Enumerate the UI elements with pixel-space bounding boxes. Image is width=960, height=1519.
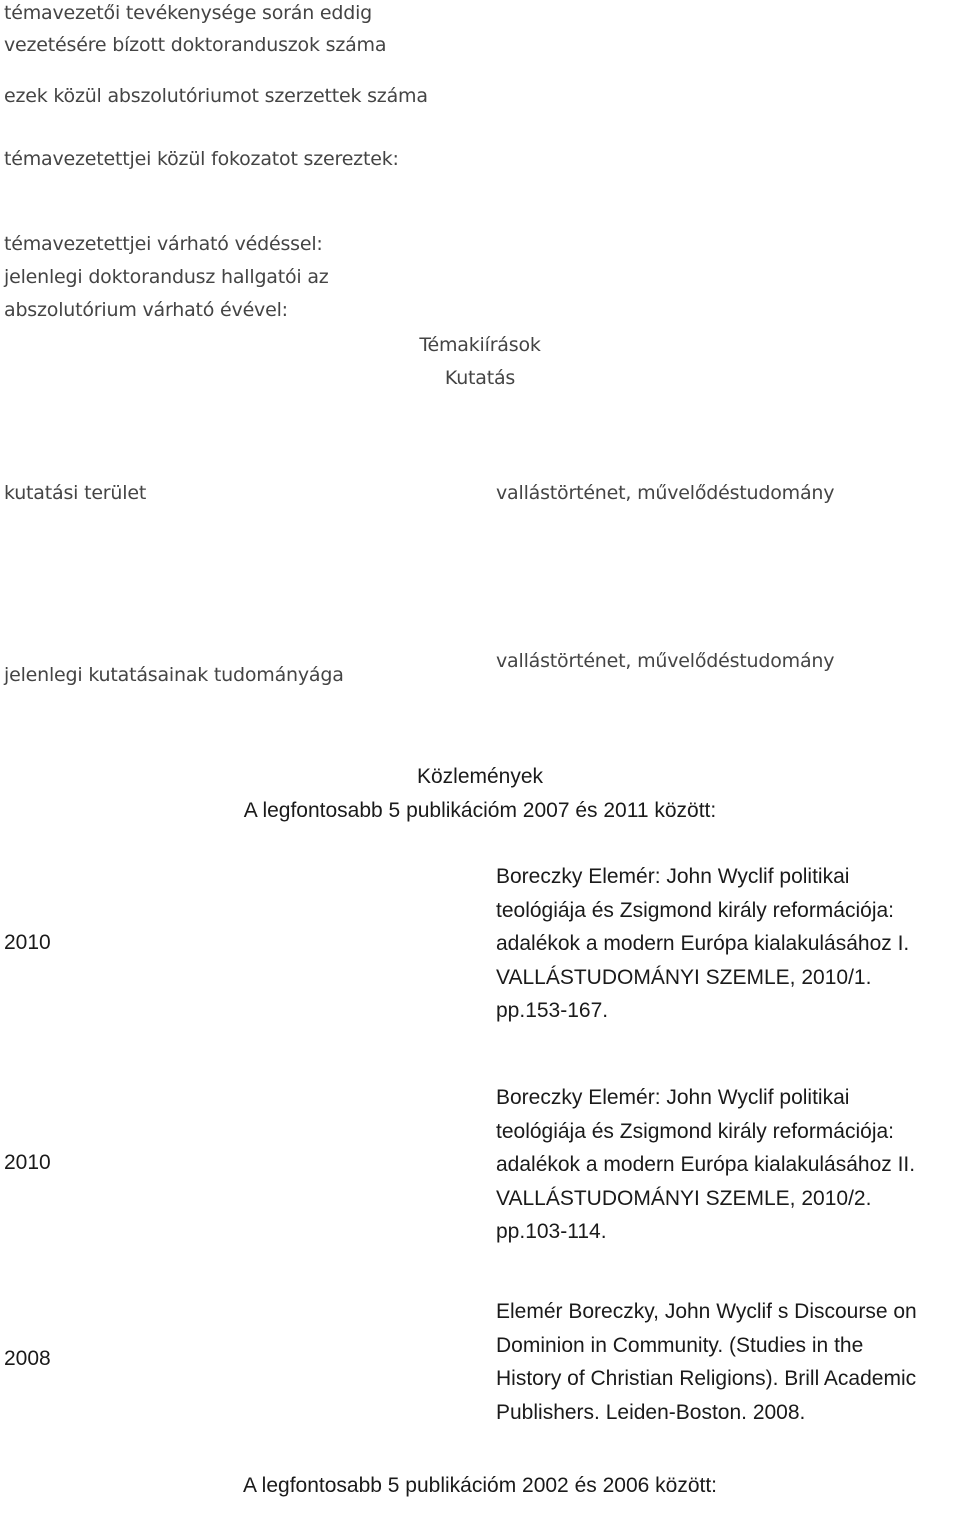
publication-line: adalékok a modern Európa kialakulásához I. [496,932,910,955]
publication-entry [496,1295,917,1429]
supervision-line-3: ezek közül abszolutóriumot szerzettek száma [4,85,428,107]
publication-line: pp.103-114. [496,1220,607,1243]
publication-entry [496,1081,915,1249]
publication-line: pp.153-167. [496,999,609,1022]
publication-year: 2010 [4,1151,51,1174]
publication-line: teológiája és Zsigmond király reformációja: [496,1119,895,1143]
research-field-value: vallástörténet, művelődéstudomány [496,650,835,672]
publication-line: Dominion in Community. (Studies in the [496,1333,864,1357]
publication-line: Boreczky Elemér: John Wyclif politikai [496,865,850,888]
publication-line: Elemér Boreczky, John Wyclif s Discourse on [496,1300,917,1323]
top5-2002-2006-heading: A legfontosabb 5 publikációm 2002 és 2006 között: [243,1474,717,1497]
supervision-line-6: jelenlegi doktorandusz hallgatói az [4,266,329,288]
supervision-line-7: abszolutórium várható évével: [4,299,288,321]
publication-year: 2010 [4,931,51,954]
research-heading: Kutatás [444,367,516,389]
research-area-label: kutatási terület [4,482,147,504]
supervision-line-1: témavezetői tevékenysége során eddig [4,2,373,24]
supervision-line-4: témavezetettjei közül fokozatot szereztek: [4,148,399,170]
supervision-line-5: témavezetettjei várható védéssel: [4,233,323,255]
topics-heading: Témakiírások [419,334,541,356]
publication-line: Boreczky Elemér: John Wyclif politikai [496,1086,850,1109]
publication-line: VALLÁSTUDOMÁNYI SZEMLE, 2010/1. [496,965,872,989]
supervision-line-2: vezetésére bízott doktoranduszok száma [4,34,387,56]
publication-line: adalékok a modern Európa kialakulásához II. [496,1153,916,1176]
publications-heading: Közlemények [416,765,544,788]
publication-line: VALLÁSTUDOMÁNYI SZEMLE, 2010/2. [496,1186,872,1210]
publication-entry [496,860,909,1028]
publication-year: 2008 [4,1347,51,1370]
publication-line: History of Christian Religions). Brill Academic [496,1367,917,1390]
research-area-value: vallástörténet, művelődéstudomány [496,482,835,504]
publication-line: Publishers. Leiden-Boston. 2008. [496,1400,806,1424]
top5-2007-2011-heading: A legfontosabb 5 publikációm 2007 és 2011 között: [243,799,717,822]
publication-line: teológiája és Zsigmond király reformációja: [496,898,895,922]
research-field-label: jelenlegi kutatásainak tudományága [4,664,344,686]
